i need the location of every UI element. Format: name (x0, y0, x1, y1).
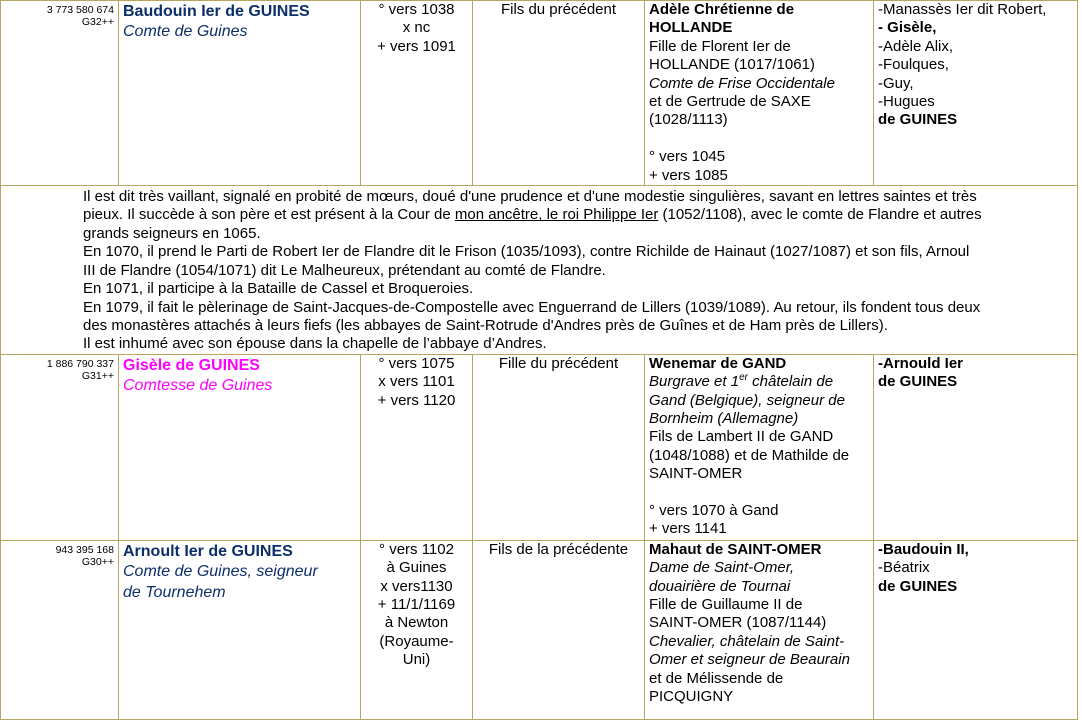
birth-date: ° vers 1102 (379, 540, 454, 558)
sosa-cell (1, 1, 119, 186)
filiation: Fille du précédent (498, 354, 619, 372)
marriage-date: x vers 1101 (378, 373, 455, 391)
biography-cell (1, 186, 1078, 355)
biography-link[interactable]: mon ancêtre, le roi Philippe Ier (454, 206, 659, 224)
spouse-title: Bornheim (Allemagne) (649, 409, 799, 427)
generation-label: G30++ (81, 555, 114, 568)
child-item: -Adèle Alix, (878, 37, 954, 55)
biography-line (83, 206, 1063, 224)
generation-label: G32++ (81, 16, 114, 28)
spouse-parent-title: Comte de Frise Occidentale (649, 74, 835, 92)
child-item: -Guy, (878, 74, 914, 92)
child-item: -Béatrix (878, 559, 930, 577)
death-place: Uni) (402, 651, 431, 669)
spouse-birth: ° vers 1070 à Gand (649, 501, 779, 519)
dates-cell (361, 354, 473, 540)
marriage-date: x vers1130 (380, 577, 453, 595)
spouse-birth: ° vers 1045 (649, 148, 726, 166)
biography-line: Il est inhumé avec son épouse dans la chapelle de l’abbaye d’Andres. (83, 335, 547, 353)
ordinal-suffix: er (739, 372, 748, 384)
spouse-parent: HOLLANDE (1017/1061) (649, 56, 815, 74)
death-place: (Royaume- (379, 632, 454, 650)
person-title: Comtesse de Guines (123, 377, 273, 395)
table-row (1, 1, 1078, 186)
spouse-title (649, 373, 869, 391)
person-title: de Tournehem (123, 584, 226, 602)
filiation-cell (473, 540, 645, 719)
biography-line: En 1071, il participe à la Bataille de Cassel et Broqueroies. (83, 280, 474, 298)
filiation-cell (473, 1, 645, 186)
spouse-parent: Fille de Guillaume II de (649, 595, 803, 613)
sosa-cell (1, 354, 119, 540)
person-title: Comte de Guines, seigneur (123, 563, 318, 581)
biography-line: Il est dit très vaillant, signalé en probité de mœurs, doué d'une prudence et d'une modestie singulières, savant en lettres saintes et très (83, 188, 977, 206)
filiation-cell (473, 354, 645, 540)
person-name: Baudouin Ier de GUINES (123, 3, 310, 20)
birth-date: ° vers 1038 (378, 1, 455, 18)
spouse-parent: SAINT-OMER (649, 465, 743, 483)
person-name: Arnoult Ier de GUINES (123, 542, 293, 560)
spouse-parent: PICQUIGNY (649, 687, 734, 705)
children-family: de GUINES (878, 577, 958, 595)
spouse-death: + vers 1085 (649, 166, 728, 184)
child-item: -Arnould Ier (878, 354, 963, 372)
spouse-title: Gand (Belgique), seigneur de (649, 391, 845, 409)
person-title: Comte de Guines (123, 23, 248, 41)
sosa-number: 943 395 168 (55, 543, 114, 556)
spouse-title-text: châtelain de (747, 373, 834, 391)
table-row (1, 354, 1078, 540)
child-item: -Baudouin II, (878, 540, 969, 558)
spouse-parent: SAINT-OMER (1087/1144) (649, 614, 827, 632)
death-date: + vers 1091 (377, 37, 456, 55)
children-cell (874, 540, 1078, 719)
person-cell (119, 1, 361, 186)
spouse-parent: et de Gertrude de SAXE (649, 93, 811, 111)
child-item: -Manassès Ier dit Robert, (878, 1, 1047, 18)
biography-line: III de Flandre (1054/1071) dit Le Malheureux, prétendant au comté de Flandre. (83, 261, 606, 279)
birth-date: ° vers 1075 (378, 354, 455, 372)
child-item: -Foulques, (878, 56, 949, 74)
spouse-parent: Fils de Lambert II de GAND (649, 428, 834, 446)
table-row (1, 540, 1078, 719)
spouse-parent-title: Omer et seigneur de Beaurain (649, 651, 850, 669)
spouse-parent: (1048/1088) et de Mathilde de (649, 446, 850, 464)
biography-line: des monastères attachés à leurs fiefs (les abbayes de Saint-Rotrude d'Andres près de Guînes et de Ham près de Lillers). (83, 316, 888, 334)
biography-text: pieux. Il succède à son père et est présent à la Cour de (83, 206, 455, 224)
spouse-parent: (1028/1113) (649, 111, 728, 129)
children-cell (874, 1, 1078, 186)
spouse-parent: Fille de Florent Ier de (649, 37, 791, 55)
death-place: à Newton (384, 614, 449, 632)
spouse-name: Mahaut de SAINT-OMER (649, 540, 822, 558)
biography-text: (1052/1108), avec le comte de Flandre et autres (658, 206, 982, 224)
person-name: Gisèle de GUINES (123, 356, 260, 374)
filiation: Fils de la précédente (488, 540, 629, 558)
dates-cell (361, 540, 473, 719)
sosa-number: 3 773 580 674 (46, 4, 114, 16)
person-cell (119, 354, 361, 540)
death-date: + vers 1120 (377, 391, 456, 409)
dates-cell (361, 1, 473, 186)
spouse-parent: et de Mélissende de (649, 669, 784, 687)
biography-line: En 1079, il fait le pèlerinage de Saint-Jacques-de-Compostelle avec Enguerrand de Lillers (1039/1089). Au retour, ils fondent tous deux (83, 298, 981, 316)
spouse-title-text: Burgrave et 1 (649, 373, 740, 391)
spouse-parent-title: Chevalier, châtelain de Saint- (649, 632, 845, 650)
table-row (1, 186, 1078, 355)
generation-label: G31++ (81, 369, 114, 382)
sosa-number: 1 886 790 337 (46, 357, 114, 370)
spouse-title: douairière de Tournai (649, 577, 791, 595)
spouse-cell (645, 354, 874, 540)
children-family: de GUINES (878, 373, 958, 391)
death-date: + 11/1/1169 (377, 595, 456, 613)
spouse-name: Wenemar de GAND (649, 354, 787, 372)
spouse-cell (645, 1, 874, 186)
spouse-title: Dame de Saint-Omer, (649, 559, 795, 577)
marriage-date: x nc (402, 19, 431, 37)
child-item: - Gisèle, (878, 19, 937, 37)
spouse-name: HOLLANDE (649, 19, 733, 37)
birth-place: à Guines (386, 559, 447, 577)
biography-line: grands seigneurs en 1065. (83, 224, 261, 242)
sosa-cell (1, 540, 119, 719)
spouse-cell (645, 540, 874, 719)
biography-line: En 1070, il prend le Parti de Robert Ier de Flandre dit le Frison (1035/1093), contre Richilde de Hainaut (1027/1087) et son fils, Arnoul (83, 243, 970, 261)
spouse-name: Adèle Chrétienne de (649, 1, 795, 18)
children-cell (874, 354, 1078, 540)
child-item: -Hugues (878, 93, 935, 111)
person-cell (119, 540, 361, 719)
filiation: Fils du précédent (500, 1, 617, 18)
spouse-death: + vers 1141 (649, 520, 727, 538)
children-family: de GUINES (878, 111, 958, 129)
